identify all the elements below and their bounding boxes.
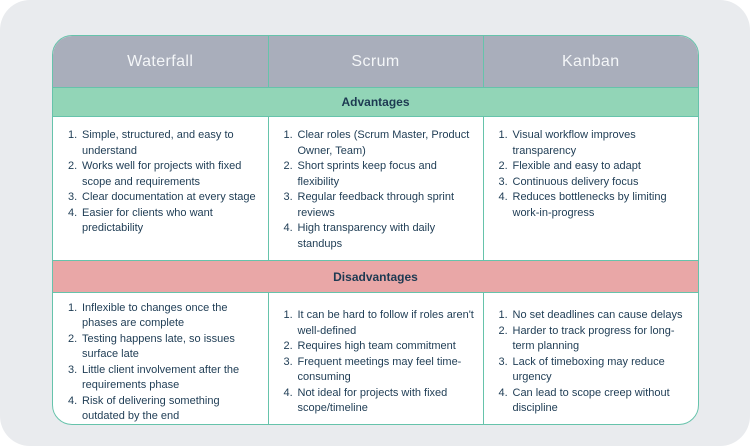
column-header-kanban: Kanban xyxy=(483,36,698,88)
list-item-number: 3. xyxy=(498,175,508,188)
column-header-scrum: Scrum xyxy=(268,36,483,88)
list-item xyxy=(499,355,691,386)
kanban-advantages-list xyxy=(484,117,699,229)
list-item-number: 4. xyxy=(498,386,508,399)
list-item-text: Simple, structured, and easy to understand xyxy=(82,129,234,157)
list-item xyxy=(284,190,475,221)
advantages-band-row xyxy=(53,88,698,117)
list-item xyxy=(284,159,475,190)
list-item-number: 2. xyxy=(68,332,78,345)
list-item-text: Works well for projects with fixed scope and requirements xyxy=(82,160,242,188)
kanban-advantages-cell xyxy=(483,117,698,261)
advantages-band: Advantages xyxy=(53,88,698,117)
list-item-number: 4. xyxy=(68,206,78,219)
list-item xyxy=(284,221,475,252)
list-item-text: Requires high team commitment xyxy=(297,340,456,353)
list-item-text: Not ideal for projects with fixed scope/timeline xyxy=(297,386,448,415)
list-item xyxy=(68,394,260,425)
scrum-disadvantages-cell xyxy=(268,293,483,426)
list-item-text: Risk of delivering something outdated by the end xyxy=(82,394,220,422)
disadvantages-band-row xyxy=(53,261,698,293)
list-item xyxy=(499,175,691,191)
list-item-number: 3. xyxy=(283,355,293,368)
list-item xyxy=(284,308,475,339)
methodology-comparison-table xyxy=(53,36,698,425)
list-item xyxy=(68,190,260,206)
list-item-number: 1. xyxy=(68,301,78,314)
list-item-text: Easier for clients who want predictability xyxy=(82,206,213,234)
list-item-number: 4. xyxy=(498,191,508,203)
scrum-disadvantages-list xyxy=(269,308,483,417)
waterfall-advantages-list xyxy=(53,117,268,245)
list-item xyxy=(284,386,475,417)
list-item xyxy=(68,363,260,394)
header-row xyxy=(53,36,698,88)
list-item xyxy=(284,355,475,386)
list-item xyxy=(68,206,260,237)
comparison-table-card xyxy=(52,35,699,425)
list-item-text: Clear documentation at every stage xyxy=(82,191,256,203)
list-item xyxy=(499,386,691,417)
list-item xyxy=(68,332,260,363)
list-item-number: 2. xyxy=(283,160,293,172)
list-item xyxy=(284,128,475,159)
list-item-number: 1. xyxy=(283,129,293,141)
scrum-advantages-cell xyxy=(268,117,483,261)
list-item-number: 1. xyxy=(283,309,293,322)
scrum-advantages-list xyxy=(269,117,483,260)
column-header-waterfall: Waterfall xyxy=(53,36,268,88)
list-item-number: 1. xyxy=(498,309,508,322)
list-item-number: 3. xyxy=(68,191,78,203)
list-item-text: High transparency with daily standups xyxy=(297,222,436,250)
list-item-text: Testing happens late, so issues surface late xyxy=(82,332,235,360)
list-item-text: Little client involvement after the requirements phase xyxy=(82,363,240,391)
list-item-number: 3. xyxy=(283,191,293,203)
list-item xyxy=(499,190,691,221)
list-item-text: Reduces bottlenecks by limiting work-in-progress xyxy=(512,191,667,219)
list-item-text: Frequent meetings may feel time-consuming xyxy=(297,355,462,384)
list-item xyxy=(499,128,691,159)
disadvantages-content-row xyxy=(53,293,698,426)
list-item-text: Regular feedback through sprint reviews xyxy=(297,191,455,219)
list-item-number: 2. xyxy=(283,340,293,353)
list-item-text: Lack of timeboxing may reduce urgency xyxy=(512,355,665,384)
list-item-text: Inflexible to changes once the phases are complete xyxy=(82,301,228,329)
list-item xyxy=(499,324,691,355)
waterfall-advantages-cell xyxy=(53,117,268,261)
list-item-text: Continuous delivery focus xyxy=(512,175,639,188)
list-item-text: Visual workflow improves transparency xyxy=(512,129,636,157)
list-item xyxy=(284,339,475,355)
waterfall-disadvantages-list xyxy=(53,301,268,425)
list-item xyxy=(499,308,691,324)
waterfall-disadvantages-cell xyxy=(53,293,268,426)
kanban-disadvantages-list xyxy=(484,308,699,417)
list-item-number: 1. xyxy=(498,129,508,141)
list-item-number: 4. xyxy=(283,386,293,399)
advantages-content-row xyxy=(53,117,698,261)
kanban-disadvantages-cell xyxy=(483,293,698,426)
disadvantages-band: Disadvantages xyxy=(53,261,698,293)
list-item-number: 4. xyxy=(68,394,78,407)
list-item-number: 3. xyxy=(498,355,508,368)
list-item-text: No set deadlines can cause delays xyxy=(512,309,683,322)
list-item-number: 1. xyxy=(68,129,78,141)
list-item-text: Short sprints keep focus and flexibility xyxy=(297,160,437,188)
list-item-number: 2. xyxy=(498,324,508,337)
list-item-text: Can lead to scope creep without discipline xyxy=(512,386,670,415)
list-item-text: It can be hard to follow if roles aren't well-defined xyxy=(297,309,474,337)
list-item-text: Flexible and easy to adapt xyxy=(512,160,641,172)
list-item xyxy=(499,159,691,175)
list-item-text: Harder to track progress for long-term planning xyxy=(512,324,675,353)
list-item-number: 2. xyxy=(498,160,508,172)
list-item-number: 4. xyxy=(283,222,293,234)
list-item xyxy=(68,128,260,159)
list-item-text: Clear roles (Scrum Master, Product Owner, Team) xyxy=(297,129,470,157)
list-item-number: 3. xyxy=(68,363,78,376)
list-item xyxy=(68,159,260,190)
list-item xyxy=(68,301,260,332)
list-item-number: 2. xyxy=(68,160,78,172)
